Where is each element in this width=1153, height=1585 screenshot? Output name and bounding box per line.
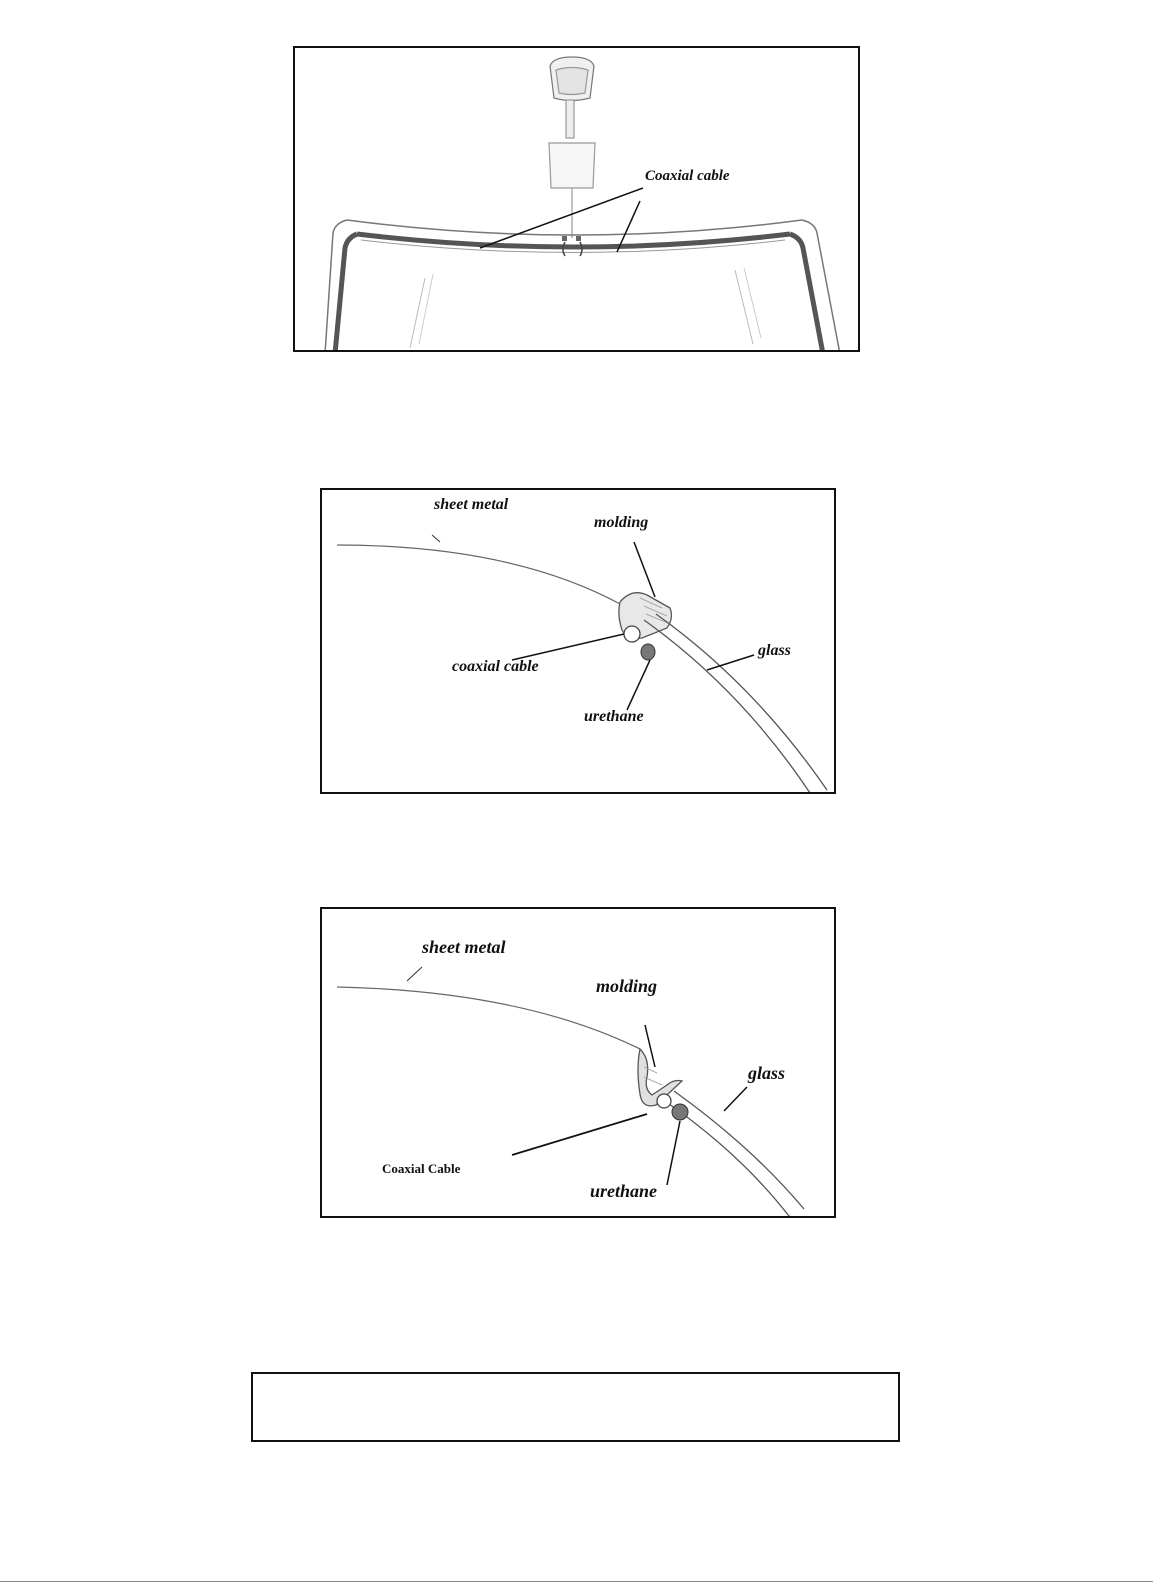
urethane-bead — [672, 1104, 688, 1120]
coaxial-cable-section — [624, 626, 640, 642]
label-molding: molding — [594, 514, 649, 531]
windshield-frame — [325, 220, 840, 352]
caption-box — [251, 1372, 900, 1442]
windshield-drawing — [295, 48, 860, 352]
label-urethane: urethane — [590, 1181, 658, 1201]
figure-cross-section-b — [320, 907, 836, 1218]
label-urethane: urethane — [584, 708, 644, 725]
label-coaxial-cable: coaxial cable — [452, 658, 539, 675]
label-coaxial-cable: Coaxial Cable — [382, 1161, 461, 1176]
label-glass: glass — [748, 1063, 786, 1083]
bottom-rule — [0, 1581, 1153, 1582]
sheet-metal-line — [337, 987, 640, 1049]
label-sheet-metal: sheet metal — [422, 937, 506, 957]
label-molding: molding — [596, 976, 658, 996]
figure-windshield-overview — [293, 46, 860, 352]
label-glass: glass — [758, 642, 791, 659]
figure-cross-section-a — [320, 488, 836, 794]
sheet-metal-line — [337, 545, 622, 605]
label-coaxial-cable: Coaxial cable — [645, 168, 730, 184]
coaxial-cable-section — [657, 1094, 671, 1108]
coaxial-cable-leader-left — [480, 188, 643, 248]
label-sheet-metal: sheet metal — [434, 496, 509, 513]
urethane-bead — [641, 644, 655, 660]
rear-view-mirror — [549, 57, 595, 238]
